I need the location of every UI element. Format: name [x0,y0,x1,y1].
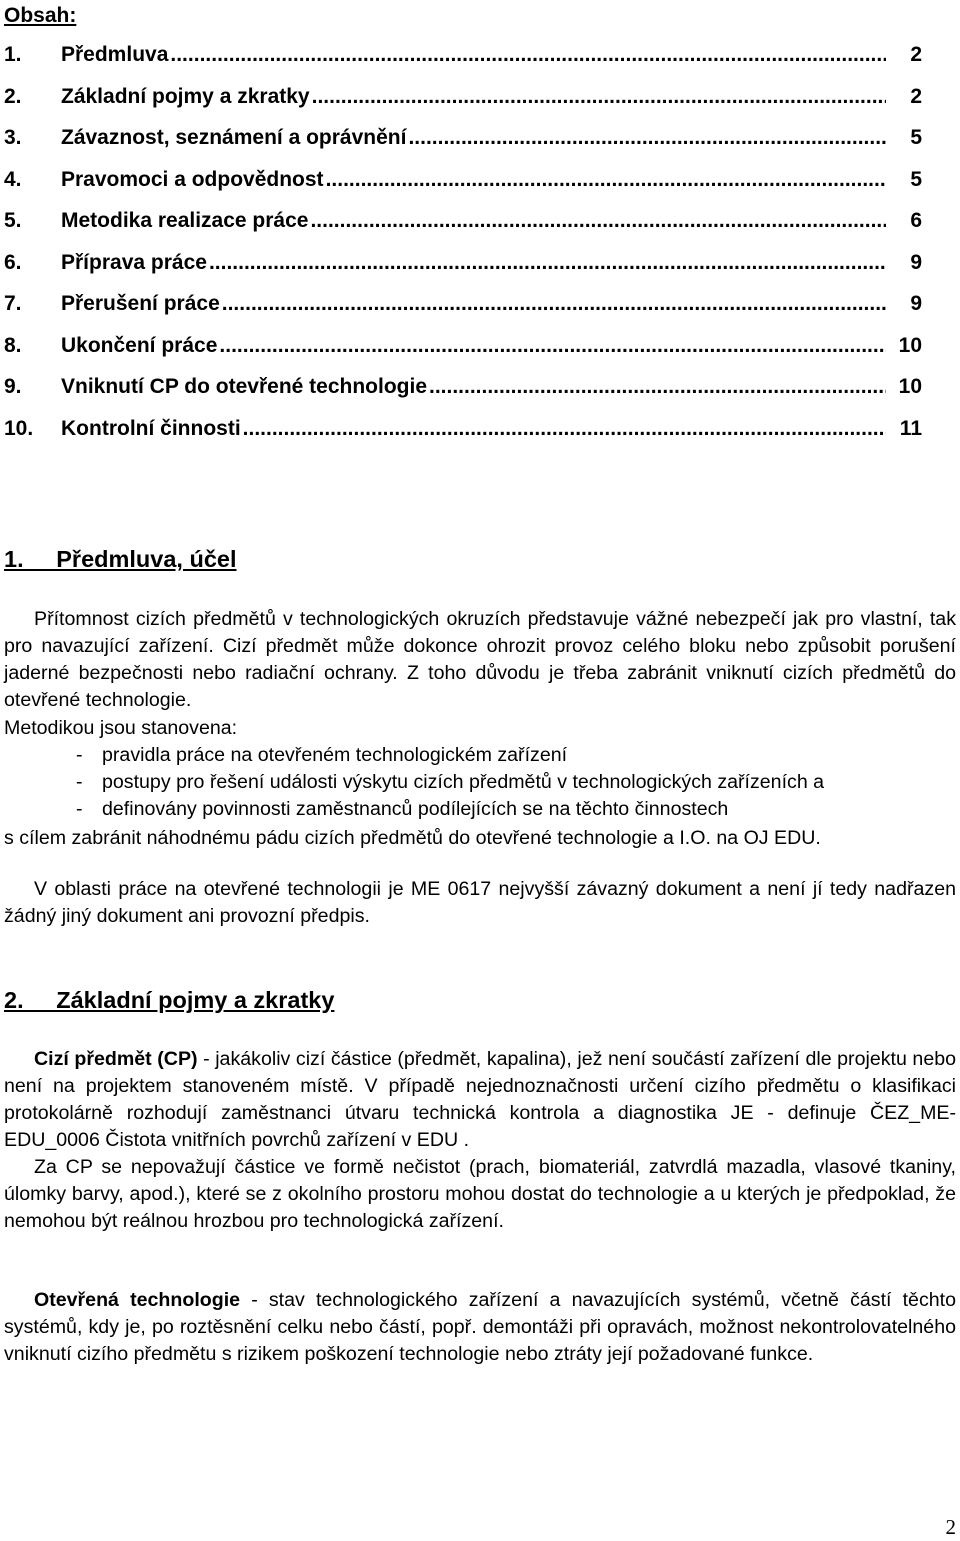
toc-entry-label: Příprava práce [61,251,207,274]
toc-entry-page: 2 [910,85,922,108]
toc-entry-number: 6. [4,251,22,274]
toc-leader-dots [312,85,886,109]
toc-entry[interactable] [4,126,922,152]
toc-leader-dots [170,43,886,67]
toc-entry[interactable] [4,251,922,277]
toc-entry[interactable] [4,85,922,111]
definition-cp-text: - jakákoliv cizí částice (předmět, kapalina), jež není součástí zařízení dle projektu nebo není na projektem stanoveném místě. V případě nejednoznačnosti určení cizího předmětu o klasifikaci protokolárně rozhodují zaměstnanci útvaru technická kontrola a diagnostika JE - definuje ČEZ_ME-EDU_0006 Čistota vnitřních povrchů zařízení v EDU . [4,1048,957,1151]
toc-entry-label: Přerušení práce [61,292,220,315]
bullet-item: - pravidla práce na otevřeném technologickém zařízení [76,744,568,766]
toc-entry-number: 8. [4,334,22,357]
toc-leader-dots [222,292,886,316]
definition-open-technology [4,1287,956,1368]
toc-entry-number: 3. [4,126,22,149]
definition-cp-note [4,1154,956,1235]
page-number: 2 [945,1515,956,1539]
toc-entry-label: Ukončení práce [61,334,218,357]
definition-cp [4,1046,956,1154]
toc-entry-page: 9 [910,292,922,315]
toc-entry[interactable] [4,334,922,360]
section-1-heading: 1. Předmluva, účel [4,546,237,572]
toc-entry-page: 5 [910,126,922,149]
section-2-heading: 2. Základní pojmy a zkratky [4,987,335,1013]
toc-leader-dots [219,334,886,358]
toc-entry-number: 7. [4,292,22,315]
toc-entry-page: 6 [910,209,922,232]
toc-entry-label: Metodika realizace práce [61,209,309,232]
toc-entry[interactable] [4,417,922,443]
toc-entry-label: Vniknutí CP do otevřené technologie [61,375,427,398]
toc-entry-label: Kontrolní činnosti [61,417,241,440]
toc-entry-page: 9 [910,251,922,274]
bullet-text: definovány povinnosti zaměstnanců podílejících se na těchto činnostech [102,798,729,820]
section-1-priority [4,876,956,930]
definition-cp-note-text: Za CP se nepovažují částice ve formě nečistot (prach, biomateriál, zatvrdlá mazadla, vlasové tkaniny, úlomky barvy, apod.), které se z okolního prostoru mohou dostat do technologie a u kterých je předpoklad, že nemohou být reálnou hrozbou pro technologická zařízení. [4,1156,956,1232]
bullet-text: postupy pro řešení události výskytu cizích předmětů v technologických zařízeních a [102,771,825,793]
toc-entry-number: 1. [4,43,22,66]
toc-leader-dots [408,126,886,150]
toc-leader-dots [310,209,886,233]
toc-entry-number: 5. [4,209,22,232]
toc-entry[interactable] [4,292,922,318]
bullet-text: pravidla práce na otevřeném technologickém zařízení [102,744,568,766]
section-1-intro [4,606,956,714]
toc-leader-dots [209,251,886,275]
toc-entry-number: 4. [4,168,22,191]
toc-leader-dots [326,168,886,192]
bullet-item: - definovány povinnosti zaměstnanců podílejících se na těchto činnostech [76,798,729,820]
toc-entry-page: 10 [898,334,922,357]
toc-entry[interactable] [4,375,922,401]
toc-entry-page: 2 [910,43,922,66]
term-cp: Cizí předmět (CP) [34,1048,198,1070]
section-1-priority-text: V oblasti práce na otevřené technologii je ME 0617 nejvyšší závazný dokument a není jí tedy nadřazen žádný jiný dokument ani provozní předpis. [4,878,956,927]
toc-leader-dots [243,417,886,441]
toc-entry[interactable] [4,43,922,69]
definition-open-technology-text: - stav technologického zařízení a navazujících systémů, včetně částí těchto systémů, kdy je, po roztěsnění celku nebo částí, popř. demontáži při opravách, možnost nekontrolovatelného vniknutí cizího předmětu s rizikem poškození technologie nebo ztráty její požadované funkce. [4,1289,956,1365]
toc-entry-page: 5 [910,168,922,191]
toc-entry-label: Závaznost, seznámení a oprávnění [61,126,407,149]
toc-entry-page: 11 [899,417,922,440]
toc-entry-number: 9. [4,375,22,398]
section-1-intro-text: Přítomnost cizích předmětů v technologických okruzích představuje vážné nebezpečí jak pro vlastní, tak pro navazující zařízení. Cizí předmět může dokonce ohrozit provoz celého bloku nebo způsobit porušení jaderné bezpečnosti nebo radiační ochrany. Z toho důvodu je třeba zabránit vniknutí cizích předmětů do otevřené technologie. [4,608,956,711]
toc-entry-label: Základní pojmy a zkratky [61,85,310,108]
bullet-item: - postupy pro řešení události výskytu cizích předmětů v technologických zařízeních a [76,771,825,793]
methodology-intro: Metodikou jsou stanovena: [4,717,238,739]
toc-entry-number: 10. [4,417,34,440]
toc-entry-label: Pravomoci a odpovědnost [61,168,324,191]
toc-leader-dots [429,375,886,399]
toc-entry-number: 2. [4,85,22,108]
toc-entry-label: Předmluva [61,43,169,66]
toc-title: Obsah: [4,4,77,27]
toc-entry[interactable] [4,209,922,235]
section-1-goal: s cílem zabránit náhodnému pádu cizích předmětů do otevřené technologie a I.O. na OJ EDU. [4,827,821,849]
term-open-technology: Otevřená technologie [34,1289,241,1311]
toc-entry[interactable] [4,168,922,194]
toc-entry-page: 10 [898,375,922,398]
